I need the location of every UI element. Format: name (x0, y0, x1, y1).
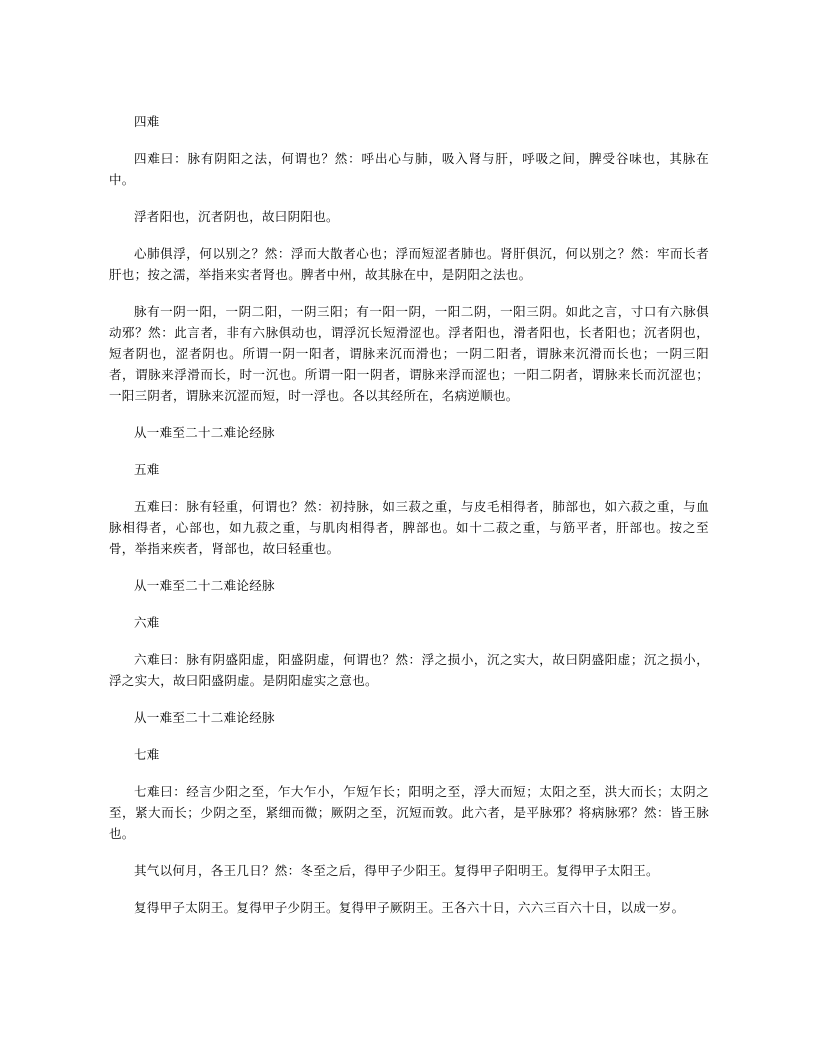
paragraph-4-question: 四难曰：脉有阴阳之法，何谓也？然：呼出心与肺，吸入肾与肝，呼吸之间，脾受谷味也，其脉在中。 (109, 151, 709, 187)
section-heading-4: 四难 (134, 114, 160, 129)
document-page (109, 111, 709, 934)
paragraph-7-months: 其气以何月，各王几日？然：冬至之后，得甲子少阳王。复得甲子阳明王。复得甲子太阳王。 (134, 863, 659, 878)
section-subtitle: 从一难至二十二难论经脉 (134, 578, 275, 593)
paragraph-4-heart-lung: 心肺俱浮，何以别之？然：浮而大散者心也；浮而短涩者肺也。肾肝俱沉，何以别之？然：牢而长者肝也；按之濡，举指来实者肾也。脾者中州，故其脉在中，是阴阳之法也。 (109, 246, 709, 282)
section-subtitle: 从一难至二十二难论经脉 (134, 425, 275, 440)
paragraph-7-six-arrivals: 七难曰：经言少阳之至，乍大乍小，乍短乍长；阳明之至，浮大而短；太阳之至，洪大而长；太阴之至，紧大而长；少阴之至，紧细而微；厥阴之至，沉短而敦。此六者，是平脉邪？将病脉邪？然：皆王脉也。 (109, 784, 709, 841)
section-heading-7: 七难 (134, 747, 160, 762)
paragraph-7-year: 复得甲子太阴王。复得甲子少阴王。复得甲子厥阴王。王各六十日，六六三百六十日，以成一岁。 (134, 900, 685, 915)
paragraph-5-weight: 五难曰：脉有轻重，何谓也？然：初持脉，如三菽之重，与皮毛相得者，肺部也，如六菽之重，与血脉相得者，心部也，如九菽之重，与肌肉相得者，脾部也。如十二菽之重，与筋平者，肝部也。按之至骨，举指来疾者，肾部也，故曰轻重也。 (109, 499, 709, 556)
section-heading-6: 六难 (134, 615, 160, 630)
paragraph-4-six-pulses: 脉有一阴一阳，一阴二阳，一阴三阳；有一阳一阴，一阳二阴，一阳三阴。如此之言，寸口有六脉俱动邪？然：此言者，非有六脉俱动也，谓浮沉长短滑涩也。浮者阳也，滑者阳也，长者阳也；沉者阴也，短者阴也，涩者阴也。所谓一阴一阳者，谓脉来沉而滑也；一阴二阳者，谓脉来沉滑而长也；一阴三阳者，谓脉来浮滑而长，时一沉也。所谓一阳一阴者，谓脉来浮而涩也；一阳二阴者，谓脉来长而沉涩也；一阳三阴者，谓脉来沉涩而短，时一浮也。各以其经所在，名病逆顺也。 (109, 304, 709, 403)
paragraph-4-yinyang: 浮者阳也，沉者阴也，故曰阴阳也。 (134, 209, 339, 224)
section-heading-5: 五难 (134, 462, 160, 477)
section-subtitle: 从一难至二十二难论经脉 (134, 710, 275, 725)
paragraph-6-excess-deficiency: 六难曰：脉有阴盛阳虚，阳盛阴虚，何谓也？然：浮之损小，沉之实大，故曰阴盛阳虚；沉之损小，浮之实大，故曰阳盛阴虚。是阴阳虚实之意也。 (109, 652, 709, 688)
